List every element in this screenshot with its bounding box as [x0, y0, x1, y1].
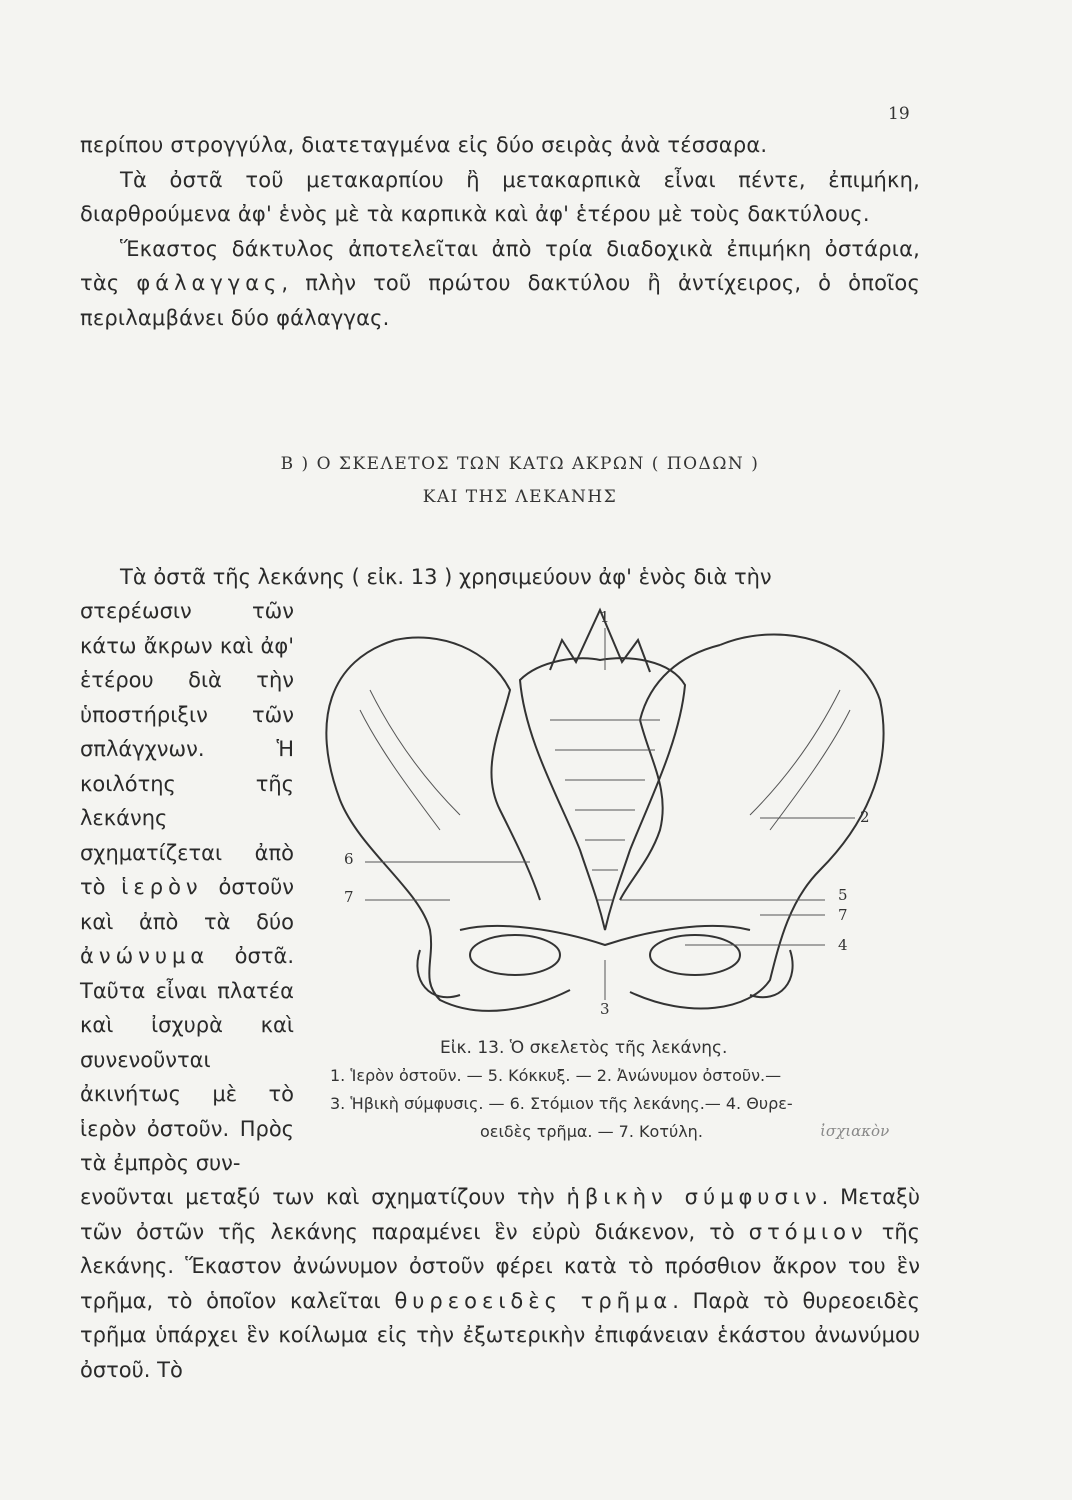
p1-part-c1: Ἕκαστος δάκτυλος ἀποτελεῖται ἀπὸ τρία διαδοχικὰ ἐπιμήκη ὀστάρια, τὰς	[80, 236, 920, 295]
paragraph-narrow-column	[80, 594, 294, 1181]
section-heading-line1: Β ) Ο ΣΚΕΛΕΤΟΣ ΤΩΝ ΚΑΤΩ ΑΚΡΩΝ ( ΠΟΔΩΝ )	[280, 454, 760, 474]
label-2: 2	[860, 808, 870, 826]
bottom-text-3: τῆς λεκάνης. Ἕκαστον ἀνώνυμον ὀστοῦν φέρει κατὰ τὸ πρόσθιον ἄκρον του ἓν τρῆμα, τὸ ὁποῖον καλεῖται	[80, 1219, 920, 1313]
paragraph-hand-bones	[80, 128, 920, 335]
pelvis-illustration	[300, 600, 920, 1040]
figure-caption-line-3: οειδὲς τρῆμα. — 7. Κοτύλη.	[480, 1122, 703, 1141]
paragraph-bottom	[80, 1180, 920, 1387]
bottom-spaced-3: θυρεοειδὲς τρῆμα	[394, 1288, 673, 1313]
label-4: 4	[838, 936, 848, 954]
paragraph-lead: Τὰ ὀστᾶ τῆς λεκάνης ( εἰκ. 13 ) χρησιμεύουν ἀφ' ἑνὸς διὰ τὴν	[120, 565, 772, 589]
narrow-text-3: ὀστᾶ. Ταῦτα εἶναι πλατέα καὶ ἰσχυρὰ καὶ συνενοῦνται ἀκινήτως μὲ τὸ ἱερὸν ὀστοῦν. Πρὸς τὰ ἐμπρὸς συν-	[80, 944, 294, 1175]
narrow-text-1: στερέωσιν τῶν κάτω ἄκρων καὶ ἀφ' ἑτέρου διὰ τὴν ὑποστήριξιν τῶν σπλάγχνων. Ἡ κοιλότης τῆς λεκάνης σχηματίζεται ἀπὸ τὸ	[80, 599, 294, 899]
bottom-spaced-1: ἡβικὴν σύμφυσιν	[566, 1185, 822, 1209]
p1-part-a: περίπου στρογγύλα, διατεταγμένα εἰς δύο σειρὰς ἀνὰ τέσσαρα.	[80, 133, 768, 157]
page-number: 19	[888, 104, 910, 124]
label-1: 1	[600, 608, 610, 626]
label-3: 3	[600, 1000, 610, 1018]
figure-caption-line-1: 1. Ἱερὸν ὀστοῦν. — 5. Κόκκυξ. — 2. Ἀνώνυμον ὀστοῦν.—	[330, 1066, 782, 1085]
bottom-text-4: . Παρὰ τὸ θυρεοειδὲς τρῆμα ὑπάρχει ἓν κοίλωμα εἰς τὴν ἐξωτερικὴν ἐπιφάνειαν ἑκάστου ἀνωνύμου ὀστοῦ. Τὸ	[80, 1288, 920, 1382]
label-7-right: 7	[838, 906, 848, 924]
section-heading-line2: ΚΑΙ ΤΗΣ ΛΕΚΑΝΗΣ	[422, 487, 618, 507]
narrow-text-2: ὀστοῦν καὶ ἀπὸ τὰ δύο	[80, 875, 294, 934]
figure-caption-line-2: 3. Ἡβικὴ σύμφυσις. — 6. Στόμιον τῆς λεκάνης.— 4. Θυρε-	[330, 1094, 793, 1113]
label-6: 6	[344, 850, 354, 868]
label-5: 5	[838, 886, 848, 904]
handwritten-annotation: ἰσχιακὸν	[820, 1122, 890, 1140]
figure-caption-title: Εἰκ. 13. Ὁ σκελετὸς τῆς λεκάνης.	[440, 1038, 728, 1058]
p1-part-c2: , πλὴν τοῦ πρώτου δακτύλου ἢ ἀντίχειρος, ὁ ὁποῖος περιλαμβάνει δύο φάλαγγας.	[80, 271, 920, 330]
label-7-left: 7	[344, 888, 354, 906]
pelvis-figure	[300, 600, 920, 1040]
p1-spaced-term: φάλαγγας	[136, 271, 282, 295]
bottom-text-1: ενοῦνται μεταξύ των καὶ σχηματίζουν τὴν	[80, 1185, 555, 1209]
bottom-text-2: . Μεταξὺ τῶν ὀστῶν τῆς λεκάνης παραμένει ἓν εὐρὺ διάκενον, τὸ	[80, 1185, 920, 1244]
bottom-spaced-2: στόμιον	[748, 1219, 868, 1244]
narrow-spaced-1: ἱερὸν	[121, 875, 203, 899]
p1-part-b: Τὰ ὀστᾶ τοῦ μετακαρπίου ἢ μετακαρπικὰ εἶναι πέντε, ἐπιμήκη, διαρθρούμενα ἀφ' ἑνὸς μὲ τὰ καρπικὰ καὶ ἀφ' ἑτέρου μὲ τοὺς δακτύλους.	[80, 167, 920, 226]
narrow-spaced-2: ἀνώνυμα	[80, 944, 210, 968]
